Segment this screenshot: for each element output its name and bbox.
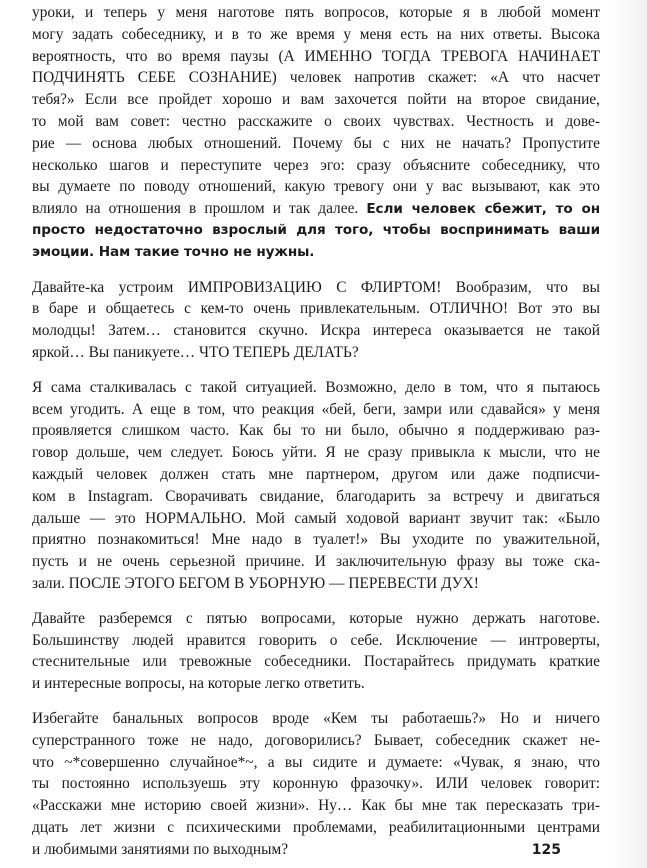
text-line: дальше — это НОРМАЛЬНО. Мой самый ходовой вариант звучит так: «Было [32, 509, 600, 527]
text-line: ком в Instagram. Сворачивать свидание, благодарить за встречу и двигаться [32, 487, 600, 505]
page-number: 125 [531, 842, 561, 858]
text-line: дцать лет жизни с психическими проблемами, реабилитационными центрами [32, 818, 600, 836]
text-line: говор дольше, чем следует. Боюсь уйти. Я не сразу привыкла к мысли, что не [32, 444, 600, 462]
text-line: тебя?» Если все пройдет хорошо и вам захочется пойти на второе свидание, [32, 91, 600, 109]
text-line: молодцы! Затем… становится скучно. Искра интереса оказывается не такой [32, 322, 600, 340]
text-line: яркой… Вы паникуете… ЧТО ТЕПЕРЬ ДЕЛАТЬ? [32, 343, 359, 361]
paragraph [32, 708, 600, 861]
text-line: что ~*совершенно случайное*~, а вы сидите и думаете: «Чувак, я знаю, что [32, 753, 600, 771]
text-line: то мой вам совет: честно расскажите о своих чувствах. Честность и дове- [32, 112, 600, 130]
text-line: приятно познакомиться! Мне надо в туалет!» Вы уходите по уважительной, [32, 531, 600, 549]
paragraph [32, 377, 600, 595]
text-line: Давайте разберемся с пятью вопросами, которые нужно держать наготове. [32, 609, 600, 627]
text-column [32, 2, 600, 860]
paragraph-gap [32, 595, 600, 608]
plain-segment: влияло на отношения в прошлом и так далее. [32, 200, 359, 218]
text-line: всем угодить. А еще в том, что реакция «бей, беги, замри или сдавайся» у меня [32, 400, 600, 418]
text-line: Избегайте банальных вопросов вроде «Кем ты работаешь?» Но и ничего [32, 709, 600, 727]
text-line: суперстранного тоже не надо, договорились? Бывает, собеседник скажет не- [32, 731, 600, 749]
text-line: ПОДЧИНЯТЬ СЕБЕ СОЗНАНИЕ) человек напротив скажет: «А что насчет [32, 69, 600, 87]
paragraph [32, 608, 600, 695]
page-edge-shadow [611, 0, 647, 868]
text-line: ты постоянно используешь эту коронную фразочку». ИЛИ человек говорит: [32, 775, 600, 793]
text-line: «Расскажи мне историю своей жизни». Ну… Как бы мне так пересказать три- [32, 797, 600, 815]
text-line: Давайте-ка устроим ИМПРОВИЗАЦИЮ С ФЛИРТОМ! Вообразим, что вы [32, 278, 600, 296]
text-line: проявляется слишком часто. Как бы то ни было, обычно я поддерживаю раз- [32, 422, 600, 440]
paragraph-gap [32, 695, 600, 708]
text-line: вероятность, что во время паузы (А ИМЕННО ТОГДА ТРЕВОГА НАЧИНАЕТ [32, 47, 600, 65]
text-line: вы думаете по поводу отношений, какую тревогу они у вас вызывают, как это [32, 178, 600, 196]
text-line: каждый человек должен стать мне партнером, другом или даже подписчи- [32, 465, 600, 483]
bold-segment: Если человек сбежит, то он [366, 201, 600, 218]
text-line: и любимыми занятиями по выходным? [32, 840, 289, 858]
text-line: рие — основа любых отношений. Почему бы с них не начать? Пропустите [32, 134, 600, 152]
text-line: стеснительные или тревожные собеседники. Постарайтесь придумать краткие [32, 653, 600, 671]
bold-text-line: просто недостаточно взрослый для того, чтобы воспринимать ваши [32, 221, 600, 238]
text-line: в баре и общаетесь с кем-то очень привлекательным. ОТЛИЧНО! Вот это вы [32, 300, 600, 318]
text-line [32, 198, 600, 220]
paragraph-gap [32, 364, 600, 377]
text-line: Я сама сталкивалась с такой ситуацией. Возможно, дело в том, что я пытаюсь [32, 378, 600, 396]
text-line: пусть и не очень серьезной причине. И заключительную фразу вы тоже ска- [32, 553, 600, 571]
text-line: несколько шагов и переступите через эго: сразу объясните собеседнику, что [32, 156, 600, 174]
bold-text-line: эмоции. Нам такие точно не нужны. [32, 243, 315, 260]
text-line: и интересные вопросы, на которые легко ответить. [32, 675, 365, 693]
paragraph [32, 277, 600, 364]
text-line: могу задать собеседнику, и в то же время у меня есть на них ответы. Высока [32, 25, 600, 43]
text-line: зали. ПОСЛЕ ЭТОГО БЕГОМ В УБОРНУЮ — ПЕРЕВЕСТИ ДУХ! [32, 574, 479, 592]
paragraph [32, 2, 600, 264]
text-line: уроки, и теперь у меня наготове пять вопросов, которые я в любой момент [32, 4, 600, 21]
text-line: Большинству людей нравится говорить о себе. Исключение — интроверты, [32, 631, 600, 649]
paragraph-gap [32, 264, 600, 277]
